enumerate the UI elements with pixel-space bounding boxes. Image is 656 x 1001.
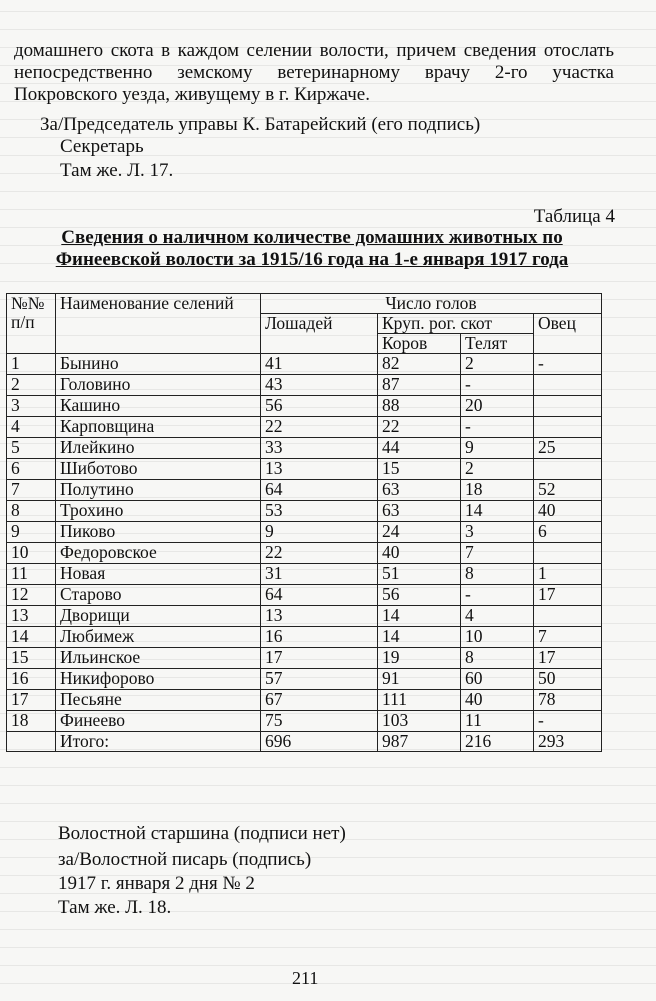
row-sheep: - — [534, 354, 602, 375]
row-sheep: 17 — [534, 585, 602, 606]
source-reference-2: Там же. Л. 18. — [58, 897, 172, 918]
row-cows: 91 — [378, 669, 461, 690]
row-cows: 82 — [378, 354, 461, 375]
table-row — [7, 375, 602, 396]
row-cows: 63 — [378, 480, 461, 501]
row-num: 13 — [7, 606, 56, 627]
row-horses: 43 — [261, 375, 378, 396]
row-num: 7 — [7, 480, 56, 501]
total-label: Итого: — [56, 732, 261, 752]
row-calves: - — [461, 417, 534, 438]
row-horses: 31 — [261, 564, 378, 585]
row-settlement: Полутино — [56, 480, 261, 501]
row-horses: 53 — [261, 501, 378, 522]
row-horses: 17 — [261, 648, 378, 669]
table-row — [7, 396, 602, 417]
row-horses: 64 — [261, 585, 378, 606]
row-settlement: Головино — [56, 375, 261, 396]
row-settlement: Финеево — [56, 711, 261, 732]
row-calves: - — [461, 585, 534, 606]
table-row — [7, 522, 602, 543]
row-sheep: - — [534, 711, 602, 732]
table-row — [7, 648, 602, 669]
row-sheep — [534, 396, 602, 417]
signature-chair: За/Председатель управы К. Батарейский (его подпись) — [40, 114, 481, 135]
row-calves: 40 — [461, 690, 534, 711]
row-sheep — [534, 606, 602, 627]
row-settlement: Трохино — [56, 501, 261, 522]
total-cows: 987 — [378, 732, 461, 752]
table-row — [7, 459, 602, 480]
row-settlement: Ильинское — [56, 648, 261, 669]
total-row — [7, 732, 602, 752]
table-number: Таблица 4 — [533, 206, 615, 227]
row-horses: 16 — [261, 627, 378, 648]
signature-elder: Волостной старшина (подписи нет) — [58, 823, 346, 844]
row-settlement: Шиботово — [56, 459, 261, 480]
row-settlement: Кашино — [56, 396, 261, 417]
table-row — [7, 354, 602, 375]
row-cows: 111 — [378, 690, 461, 711]
row-settlement: Илейкино — [56, 438, 261, 459]
row-calves: 2 — [461, 459, 534, 480]
row-horses: 41 — [261, 354, 378, 375]
table-row — [7, 627, 602, 648]
row-sheep — [534, 417, 602, 438]
row-num: 10 — [7, 543, 56, 564]
table-row — [7, 564, 602, 585]
row-calves: 9 — [461, 438, 534, 459]
document-date: 1917 г. января 2 дня № 2 — [58, 873, 255, 894]
row-sheep: 40 — [534, 501, 602, 522]
row-calves: 8 — [461, 564, 534, 585]
table-title: Сведения о наличном количестве домашних животных по Финеевской волости за 1915/16 года на 1-е января 1917 года — [55, 227, 569, 270]
row-horses: 57 — [261, 669, 378, 690]
row-sheep — [534, 375, 602, 396]
row-cows: 22 — [378, 417, 461, 438]
row-cows: 44 — [378, 438, 461, 459]
table-row — [7, 606, 602, 627]
row-horses: 67 — [261, 690, 378, 711]
row-calves: 60 — [461, 669, 534, 690]
table-row — [7, 669, 602, 690]
row-horses: 13 — [261, 606, 378, 627]
row-horses: 9 — [261, 522, 378, 543]
table-row — [7, 711, 602, 732]
intro-paragraph: домашнего скота в каждом селении волости, причем сведения отослать непосредственно земскому ветеринарному врачу 2-го участка Покровского уезда, живущему в г. Киржаче. — [14, 40, 614, 105]
row-settlement: Старово — [56, 585, 261, 606]
row-num: 16 — [7, 669, 56, 690]
signature-clerk: за/Волостной писарь (подпись) — [58, 849, 312, 870]
row-num: 2 — [7, 375, 56, 396]
row-calves: 2 — [461, 354, 534, 375]
table-row — [7, 690, 602, 711]
row-cows: 40 — [378, 543, 461, 564]
row-settlement: Никифорово — [56, 669, 261, 690]
row-horses: 75 — [261, 711, 378, 732]
total-sheep: 293 — [534, 732, 602, 752]
row-horses: 64 — [261, 480, 378, 501]
row-calves: 3 — [461, 522, 534, 543]
signature-secretary: Секретарь — [60, 136, 144, 157]
row-sheep: 52 — [534, 480, 602, 501]
row-settlement: Бынино — [56, 354, 261, 375]
row-calves: 20 — [461, 396, 534, 417]
row-sheep: 25 — [534, 438, 602, 459]
row-num: 17 — [7, 690, 56, 711]
header-calves: Телят — [461, 334, 534, 354]
row-cows: 14 — [378, 627, 461, 648]
table-row — [7, 480, 602, 501]
table-row — [7, 501, 602, 522]
header-horses: Лошадей — [261, 314, 378, 354]
row-horses: 22 — [261, 543, 378, 564]
row-horses: 22 — [261, 417, 378, 438]
row-settlement: Любимеж — [56, 627, 261, 648]
table-row — [7, 585, 602, 606]
row-settlement: Дворищи — [56, 606, 261, 627]
row-sheep — [534, 459, 602, 480]
row-calves: 18 — [461, 480, 534, 501]
row-num: 1 — [7, 354, 56, 375]
source-reference-1: Там же. Л. 17. — [60, 160, 174, 181]
row-horses: 33 — [261, 438, 378, 459]
row-settlement: Карповщина — [56, 417, 261, 438]
row-cows: 56 — [378, 585, 461, 606]
row-cows: 63 — [378, 501, 461, 522]
row-settlement: Песьяне — [56, 690, 261, 711]
row-calves: 4 — [461, 606, 534, 627]
total-num — [7, 732, 56, 752]
header-heads: Число голов — [261, 294, 602, 314]
row-cows: 103 — [378, 711, 461, 732]
row-horses: 13 — [261, 459, 378, 480]
page-number: 211 — [292, 968, 319, 988]
row-num: 8 — [7, 501, 56, 522]
row-cows: 19 — [378, 648, 461, 669]
row-cows: 15 — [378, 459, 461, 480]
row-horses: 56 — [261, 396, 378, 417]
table-row — [7, 543, 602, 564]
table-row — [7, 417, 602, 438]
header-cattle: Круп. рог. скот — [378, 314, 534, 334]
row-num: 11 — [7, 564, 56, 585]
row-cows: 51 — [378, 564, 461, 585]
row-sheep: 6 — [534, 522, 602, 543]
row-sheep — [534, 543, 602, 564]
total-horses: 696 — [261, 732, 378, 752]
row-settlement: Новая — [56, 564, 261, 585]
row-cows: 14 — [378, 606, 461, 627]
row-cows: 88 — [378, 396, 461, 417]
row-calves: 8 — [461, 648, 534, 669]
row-calves: 7 — [461, 543, 534, 564]
header-name: Наименование селений — [56, 294, 261, 354]
row-settlement: Пиково — [56, 522, 261, 543]
livestock-table — [6, 293, 602, 752]
row-num: 14 — [7, 627, 56, 648]
row-num: 6 — [7, 459, 56, 480]
row-num: 3 — [7, 396, 56, 417]
row-sheep: 17 — [534, 648, 602, 669]
row-num: 9 — [7, 522, 56, 543]
row-cows: 24 — [378, 522, 461, 543]
row-num: 12 — [7, 585, 56, 606]
row-sheep: 50 — [534, 669, 602, 690]
row-calves: 11 — [461, 711, 534, 732]
row-num: 15 — [7, 648, 56, 669]
row-sheep: 7 — [534, 627, 602, 648]
row-calves: 14 — [461, 501, 534, 522]
row-cows: 87 — [378, 375, 461, 396]
header-num: №№ п/п — [7, 294, 56, 354]
row-settlement: Федоровское — [56, 543, 261, 564]
header-cows: Коров — [378, 334, 461, 354]
row-num: 4 — [7, 417, 56, 438]
header-sheep: Овец — [534, 314, 602, 354]
row-calves: - — [461, 375, 534, 396]
total-calves: 216 — [461, 732, 534, 752]
row-calves: 10 — [461, 627, 534, 648]
row-num: 5 — [7, 438, 56, 459]
row-num: 18 — [7, 711, 56, 732]
table-row — [7, 438, 602, 459]
row-sheep: 1 — [534, 564, 602, 585]
row-sheep: 78 — [534, 690, 602, 711]
